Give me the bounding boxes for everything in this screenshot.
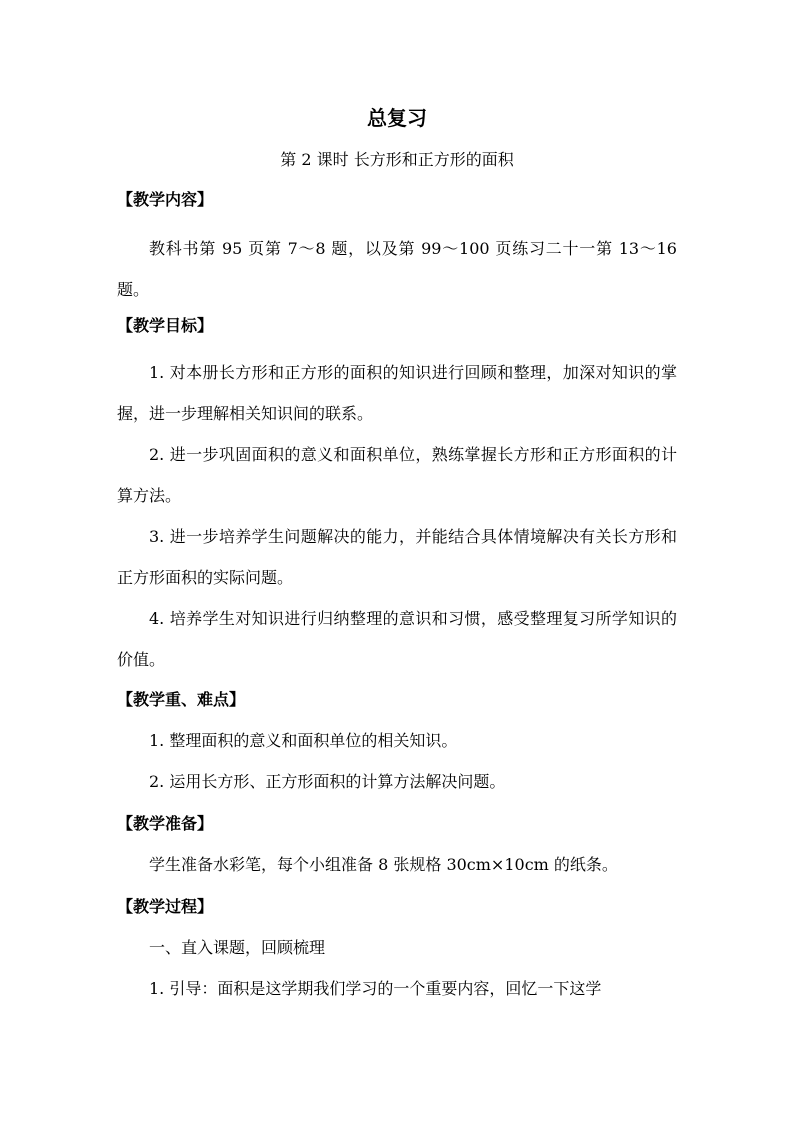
page-title: 总复习 bbox=[367, 106, 427, 130]
heading-key-points: 【教学重、难点】 bbox=[117, 690, 246, 709]
objective-item: 2. 进一步巩固面积的意义和面积单位，熟练掌握长方形和正方形面积的计算方法。 bbox=[117, 445, 677, 505]
key-point-item: 1. 整理面积的意义和面积单位的相关知识。 bbox=[149, 731, 458, 750]
key-point-item: 2. 运用长方形、正方形面积的计算方法解决问题。 bbox=[149, 772, 506, 791]
objective-item: 4. 培养学生对知识进行归纳整理的意识和习惯，感受整理复习所学知识的价值。 bbox=[117, 609, 677, 669]
heading-preparation: 【教学准备】 bbox=[117, 814, 214, 833]
process-step-heading: 一、直入课题，回顾梳理 bbox=[149, 938, 326, 957]
objective-item: 3. 进一步培养学生问题解决的能力，并能结合具体情境解决有关长方形和正方形面积的实际问题。 bbox=[117, 527, 677, 587]
heading-teaching-process: 【教学过程】 bbox=[117, 897, 214, 916]
objective-item: 1. 对本册长方形和正方形的面积的知识进行回顾和整理，加深对知识的掌握，进一步理解相关知识间的联系。 bbox=[117, 363, 677, 423]
process-item: 1. 引导：面积是这学期我们学习的一个重要内容，回忆一下这学 bbox=[149, 979, 602, 998]
teaching-content-text: 教科书第 95 页第 7～8 题，以及第 99～100 页练习二十一第 13～16 题。 bbox=[117, 239, 677, 299]
preparation-text: 学生准备水彩笔，每个小组准备 8 张规格 30cm×10cm 的纸条。 bbox=[149, 855, 618, 874]
heading-teaching-objectives: 【教学目标】 bbox=[117, 316, 214, 335]
heading-teaching-content: 【教学内容】 bbox=[117, 190, 214, 209]
lesson-subtitle: 第 2 课时 长方形和正方形的面积 bbox=[280, 150, 514, 169]
